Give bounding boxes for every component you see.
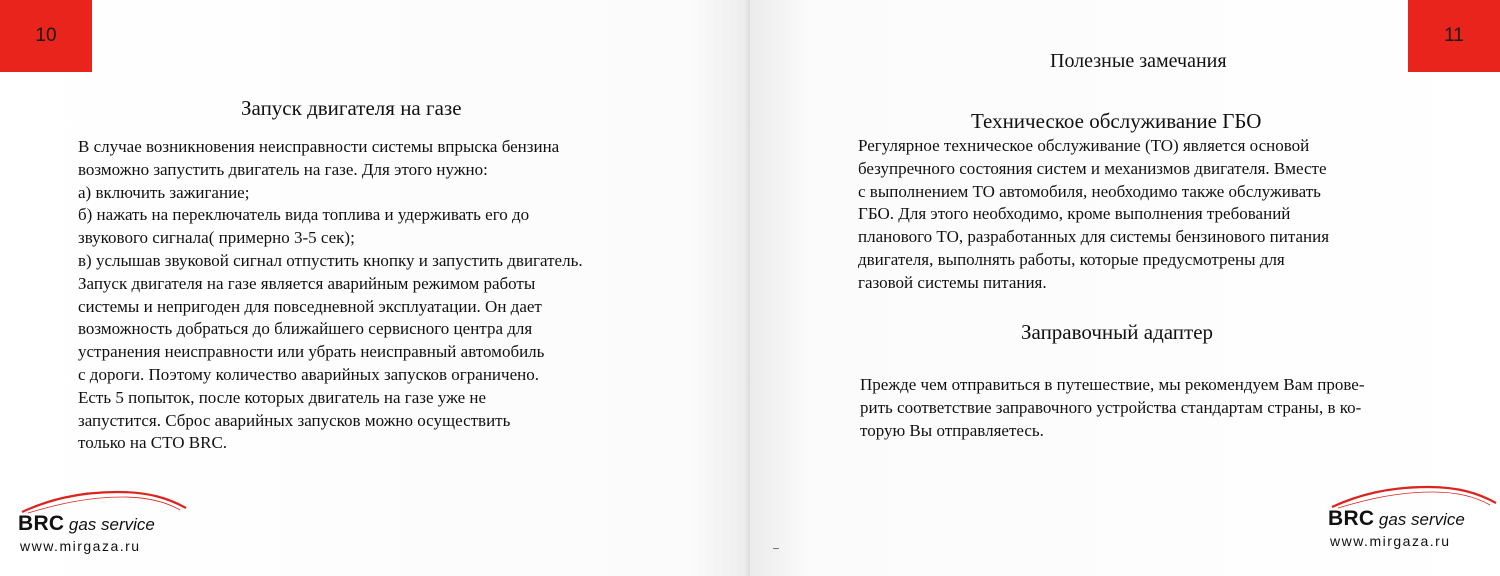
text-line: устранения неисправности или убрать неисправный автомобиль (78, 342, 545, 362)
brc-logo-right (1328, 481, 1500, 557)
scan-mark (773, 548, 779, 549)
adapter-body (860, 374, 1365, 442)
right-page-title: Полезные замечания (1050, 50, 1227, 72)
page-number-left: 10 (0, 0, 92, 72)
page-number-right: 11 (1408, 0, 1500, 72)
text-line: с дороги. Поэтому количество аварийных запусков ограничено. (78, 364, 539, 384)
text-line: запустится. Сброс аварийных запусков можно осуществить (78, 410, 511, 430)
text-line: а) включить зажигание; (78, 182, 250, 202)
text-line: возможность добраться до ближайшего сервисного центра для (78, 319, 533, 339)
text-line: Прежде чем отправиться в путешествие, мы рекомендуем Вам прове- (860, 375, 1365, 394)
logo-site-left: www.mirgaza.ru (20, 538, 141, 554)
logo-tagline: gas service (68, 515, 155, 534)
right-page (750, 0, 1500, 576)
text-line: ГБО. Для этого необходимо, кроме выполнения требований (858, 204, 1291, 224)
text-line: звукового сигнала( примерно 3-5 сек); (78, 228, 355, 248)
left-page-heading: Запуск двигателя на газе (241, 96, 462, 120)
text-line: двигателя, выполнять работы, которые предусмотрены для (858, 249, 1285, 269)
text-line: безупречного состояния систем и механизмов двигателя. Вместе (858, 158, 1327, 178)
logo-brand-right (1328, 507, 1465, 531)
text-line: в) услышав звуковой сигнал отпустить кнопку и запустить двигатель. (78, 250, 583, 270)
text-line: Есть 5 попыток, после которых двигатель на газе уже не (78, 387, 487, 407)
left-page-body (78, 136, 583, 455)
logo-tagline: gas service (1378, 510, 1465, 529)
text-line: Запуск двигателя на газе является аварийным режимом работы (78, 273, 536, 293)
text-line: рить соответствие заправочного устройства стандартам страны, в ко- (860, 397, 1362, 417)
maintenance-heading: Техническое обслуживание ГБО (971, 109, 1262, 133)
text-line: системы и непригоден для повседневной эксплуатации. Он дает (78, 296, 542, 316)
text-line: торую Вы отправляетесь. (860, 420, 1044, 440)
logo-brand-name: BRC (1328, 507, 1375, 530)
adapter-heading: Заправочный адаптер (1021, 320, 1214, 344)
brc-logo-left (18, 486, 198, 562)
text-line: возможно запустить двигатель на газе. Для этого нужно: (78, 159, 488, 179)
text-line: Регулярное техническое обслуживание (ТО) является основой (858, 136, 1310, 155)
maintenance-body (858, 135, 1329, 295)
text-line: планового ТО, разработанных для системы бензинового питания (858, 227, 1330, 247)
text-line: с выполнением ТО автомобиля, необходимо также обслуживать (858, 181, 1321, 201)
logo-brand-left (18, 512, 155, 536)
text-line: В случае возникновения неисправности системы впрыска бензина (78, 137, 560, 156)
text-line: только на СТО BRC. (78, 433, 228, 453)
text-line: газовой системы питания. (858, 272, 1047, 292)
logo-brand-name: BRC (18, 512, 65, 535)
text-line: б) нажать на переключатель вида топлива и удерживать его до (78, 205, 530, 225)
logo-site-right: www.mirgaza.ru (1330, 533, 1451, 549)
